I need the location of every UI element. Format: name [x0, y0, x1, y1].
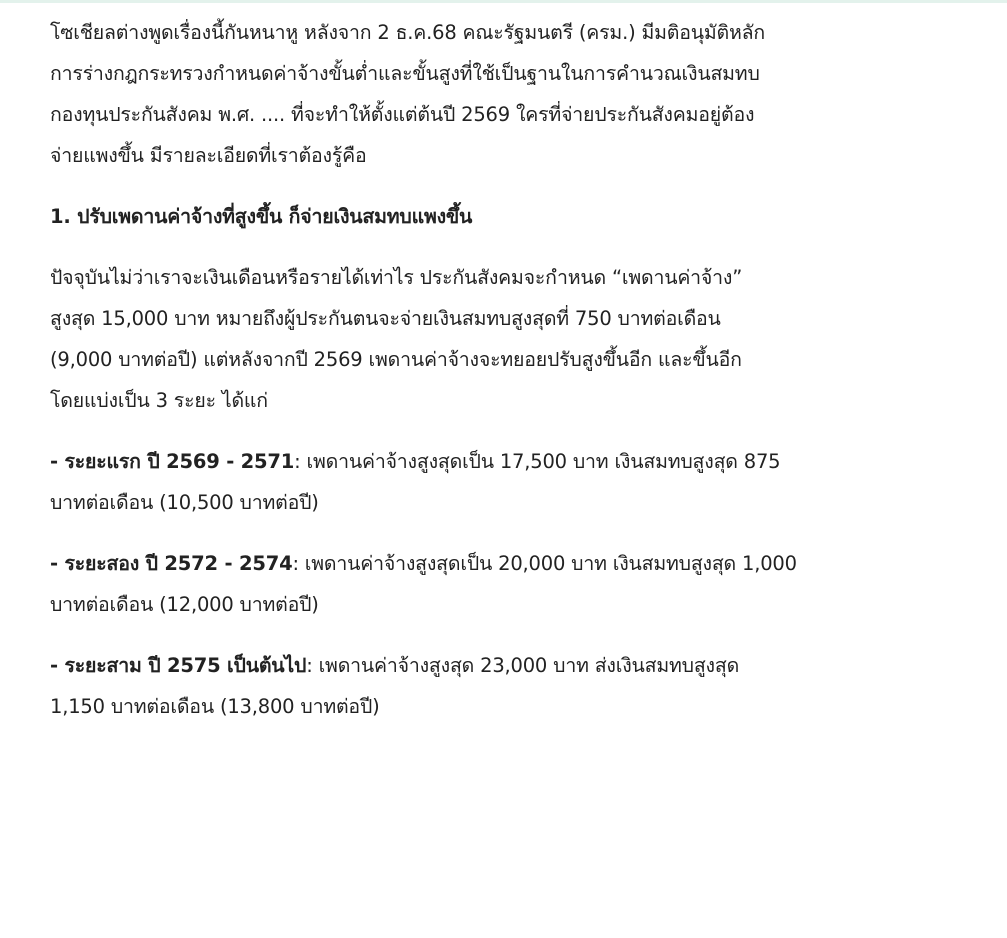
text-line: บาทต่อเดือน (10,500 บาทต่อปี): [50, 491, 319, 514]
text-line: โซเชียลต่างพูดเรื่องนี้กันหนาหู หลังจาก 2 ธ.ค.68 คณะรัฐมนตรี (ครม.) มีมติอนุมัติหลัก: [50, 21, 766, 44]
text-line: สูงสุด 15,000 บาท หมายถึงผู้ประกันตนจะจ่ายเงินสมทบสูงสุดที่ 750 บาทต่อเดือน: [50, 307, 721, 330]
text-line: จ่ายแพงขึ้น มีรายละเอียดที่เราต้องรู้คือ: [50, 144, 367, 167]
text-line: บาทต่อเดือน (12,000 บาทต่อปี): [50, 593, 319, 616]
text-line: (9,000 บาทต่อปี) แต่หลังจากปี 2569 เพดานค่าจ้างจะทยอยปรับสูงขึ้นอีก และขึ้นอีก: [50, 348, 742, 371]
text-line: การร่างกฎกระทรวงกำหนดค่าจ้างขั้นต่ำและขั้นสูงที่ใช้เป็นฐานในการคำนวณเงินสมทบ: [50, 62, 760, 85]
text-line: โดยแบ่งเป็น 3 ระยะ ได้แก่: [50, 389, 268, 412]
phase-paragraph-2: [50, 543, 950, 625]
text-line: [50, 441, 950, 482]
phase-label: - ระยะสาม ปี 2575 เป็นต้นไป: [50, 654, 307, 677]
body-paragraph: [50, 257, 950, 421]
text-line: ปัจจุบันไม่ว่าเราจะเงินเดือนหรือรายได้เท่าไร ประกันสังคมจะกำหนด “เพดานค่าจ้าง”: [50, 266, 743, 289]
phase-detail: : เพดานค่าจ้างสูงสุดเป็น 20,000 บาท เงินสมทบสูงสุด 1,000: [292, 552, 797, 575]
heading-text: 1. ปรับเพดานค่าจ้างที่สูงขึ้น ก็จ่ายเงินสมทบแพงขึ้น: [50, 205, 473, 228]
article-body: [50, 12, 950, 727]
text-line: กองทุนประกันสังคม พ.ศ. .... ที่จะทำให้ตั้งแต่ต้นปี 2569 ใครที่จ่ายประกันสังคมอยู่ต้อง: [50, 103, 755, 126]
phase-label: - ระยะแรก ปี 2569 - 2571: [50, 450, 295, 473]
phase-detail: : เพดานค่าจ้างสูงสุด 23,000 บาท ส่งเงินสมทบสูงสุด: [306, 654, 740, 677]
top-divider: [0, 0, 1007, 3]
text-line: [50, 543, 950, 584]
section-heading: [50, 196, 950, 237]
intro-paragraph: [50, 12, 950, 176]
text-line: 1,150 บาทต่อเดือน (13,800 บาทต่อปี): [50, 695, 380, 718]
phase-label: - ระยะสอง ปี 2572 - 2574: [50, 552, 293, 575]
phase-detail: : เพดานค่าจ้างสูงสุดเป็น 17,500 บาท เงินสมทบสูงสุด 875: [294, 450, 781, 473]
phase-paragraph-1: [50, 441, 950, 523]
text-line: [50, 645, 950, 686]
phase-paragraph-3: [50, 645, 950, 727]
